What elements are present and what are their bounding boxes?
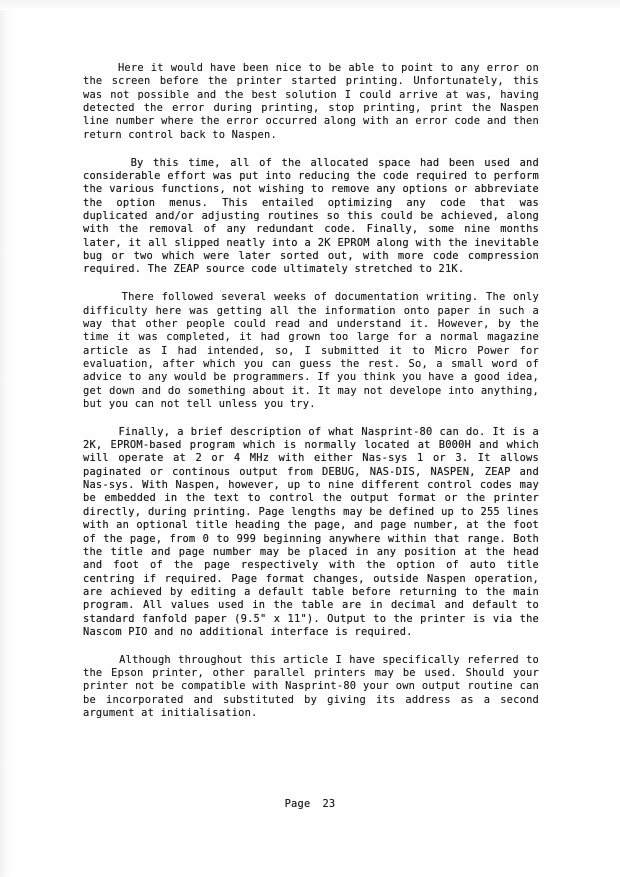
page-footer [0,792,620,811]
paragraph-1: Here it would have been nice to be able to point to any error on the screen before the printer started printing. Unfortunately, this was not possible and the best solution I could arrive at was, having detected the error during printing, stop printing, print the Naspen line number where the error occurred along with an error code and then return control back to Naspen. [83,62,546,141]
paragraph-2: By this time, all of the allocated space had been used and considerable effort was put into reducing the code required to perform the various functions, not wishing to remove any options or abbreviate the option menus. This entailed optimizing any code that was duplicated and/or adjusting routines so this could be achieved, along with the removal of any redundant code. Finally, some nine months later, it all slipped neatly into a 2K EPROM along with the inevitable bug or two which were later sorted out, with more code compression required. The ZEAP source code ultimately stretched to 21K. [83,156,546,276]
paragraph-3: There followed several weeks of documentation writing. The only difficulty here was getting all the information onto paper in such a way that other people could read and understand it. However, by the time it was completed, it had grown too large for a normal magazine article as I had intended, so, I submitted it to Micro Power for evaluation, after which you can guess the rest. So, a small word of advice to any would be programmers. If you think you have a good idea, get down and do something about it. It may not develope into anything, but you can not tell unless you try. [83,291,546,410]
scan-edge-shading-left [0,0,14,877]
page-number: 23 [322,798,336,810]
page-footer-label: Page [284,798,311,810]
paragraph-5: Although throughout this article I have specifically referred to the Epson printer, other parallel printers may be used. Should your printer not be compatible with Nasprint-80 your own output routine can be incorporated and substituted by giving its address as a second argument at initialisation. [83,653,546,720]
scan-edge-shading-top [0,0,620,10]
paragraph-4: Finally, a brief description of what Nasprint-80 can do. It is a 2K, EPROM-based program which is normally located at B000H and which will operate at 2 or 4 MHz with either Nas-sys 1 or 3. It allows paginated or continous output from DEBUG, NAS-DIS, NASPEN, ZEAP and Nas-sys. With Naspen, however, up to nine different control codes may be embedded in the text to control the output format or the printer directly, during printing. Page lengths may be defined up to 255 lines with an optional title heading the page, and page number, at the foot of the page, from 0 to 999 beginning anywhere within that range. Both the title and page number may be placed in any position at the head and foot of the page respectively with the option of auto title centring if required. Page format changes, outside Naspen operation, are achieved by editing a default table before returning to the main program. All values used in the table are in decimal and default to standard fanfold paper (9.5" x 11"). Output to the printer is via the Nascom PIO and no additional interface is required. [83,425,546,638]
body-text-column [83,62,546,735]
